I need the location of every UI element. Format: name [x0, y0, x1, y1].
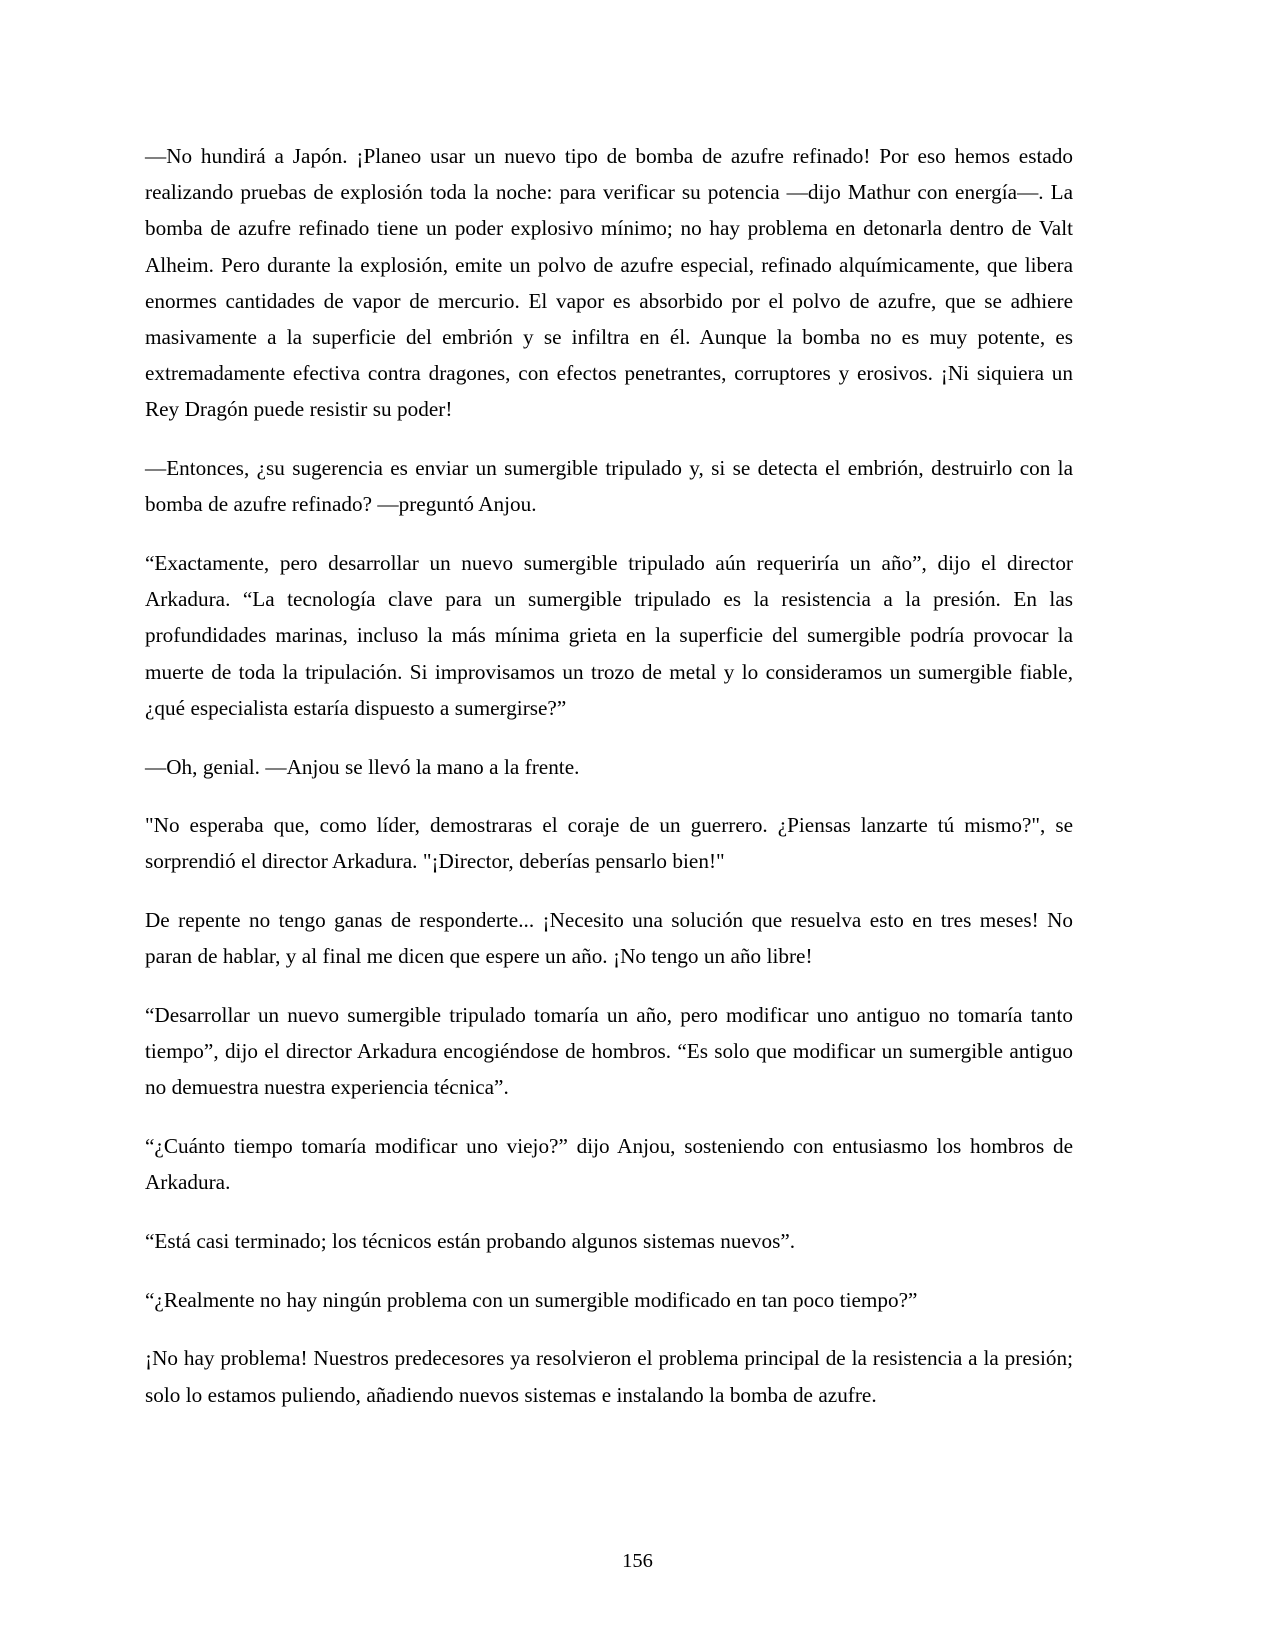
paragraph: “Desarrollar un nuevo sumergible tripulado tomaría un año, pero modificar uno antiguo no tomaría tanto tiempo”, dijo el director Arkadura encogiéndose de hombros. “Es solo que modificar un sumergible antiguo no demuestra nuestra experiencia técnica”. [145, 1003, 1073, 1100]
paragraph: De repente no tengo ganas de responderte... ¡Necesito una solución que resuelva esto en tres meses! No paran de hablar, y al final me dicen que espere un año. ¡No tengo un año libre! [145, 908, 1073, 969]
paragraph: —Oh, genial. —Anjou se llevó la mano a la frente. [145, 754, 580, 779]
paragraph: —Entonces, ¿su sugerencia es enviar un sumergible tripulado y, si se detecta el embrión, destruirlo con la bomba de azufre refinado? —preguntó Anjou. [145, 456, 1073, 517]
paragraph: "No esperaba que, como líder, demostraras el coraje de un guerrero. ¿Piensas lanzarte tú mismo?", se sorprendió el director Arkadura. "¡Director, deberías pensarlo bien!" [145, 813, 1073, 874]
paragraph: “Exactamente, pero desarrollar un nuevo sumergible tripulado aún requeriría un año”, dijo el director Arkadura. “La tecnología clave para un sumergible tripulado es la resistencia a la presión. En las profundidades marinas, incluso la más mínima grieta en la superficie del sumergible podría provocar la muerte de toda la tripulación. Si improvisamos un trozo de metal y lo consideramos un sumergible fiable, ¿qué especialista estaría dispuesto a sumergirse?” [145, 551, 1073, 720]
body-text-column [145, 138, 1073, 1413]
paragraph: —No hundirá a Japón. ¡Planeo usar un nuevo tipo de bomba de azufre refinado! Por eso hemos estado realizando pruebas de explosión toda la noche: para verificar su potencia —dijo Mathur con energía—. La bomba de azufre refinado tiene un poder explosivo mínimo; no hay problema en detonarla dentro de Valt Alheim. Pero durante la explosión, emite un polvo de azufre especial, refinado alquímicamente, que libera enormes cantidades de vapor de mercurio. El vapor es absorbido por el polvo de azufre, que se adhiere masivamente a la superficie del embrión y se infiltra en él. Aunque la bomba no es muy potente, es extremadamente efectiva contra dragones, con efectos penetrantes, corruptores y erosivos. ¡Ni siquiera un Rey Dragón puede resistir su poder! [145, 144, 1073, 422]
paragraph: ¡No hay problema! Nuestros predecesores ya resolvieron el problema principal de la resistencia a la presión; solo lo estamos puliendo, añadiendo nuevos sistemas e instalando la bomba de azufre. [145, 1346, 1073, 1407]
paragraph: “¿Cuánto tiempo tomaría modificar uno viejo?” dijo Anjou, sosteniendo con entusiasmo los hombros de Arkadura. [145, 1134, 1073, 1195]
page-number: 156 [622, 1550, 653, 1572]
paragraph: “Está casi terminado; los técnicos están probando algunos sistemas nuevos”. [145, 1229, 796, 1254]
paragraph: “¿Realmente no hay ningún problema con un sumergible modificado en tan poco tiempo?” [145, 1287, 918, 1312]
